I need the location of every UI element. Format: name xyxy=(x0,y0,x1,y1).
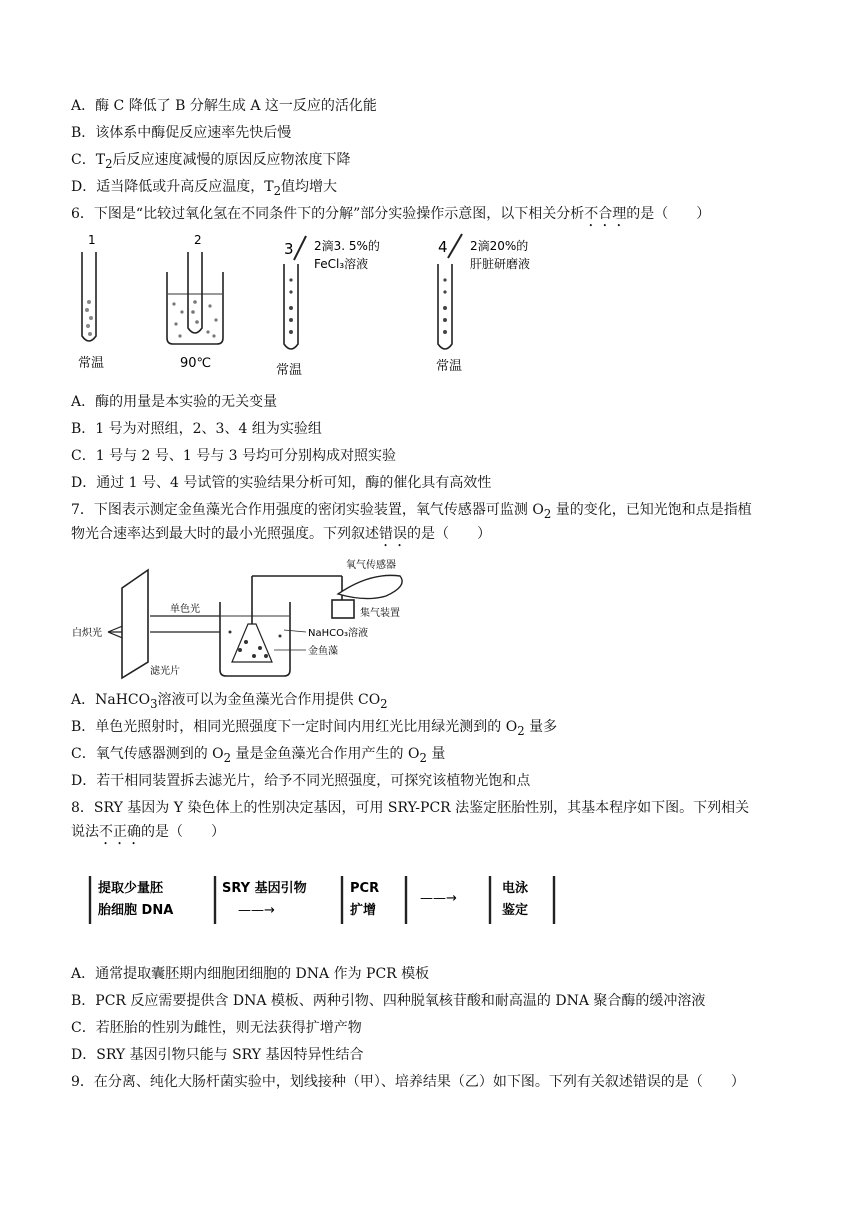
q7-option-c: C．氧气传感器测到的 $O_2$ 量是金鱼藻光合作用产生的 $O_2$ 量 xyxy=(71,746,446,765)
q8-option-d: D．SRY 基因引物只能与 SRY 基因特异性结合 xyxy=(71,1047,364,1063)
light-source-label: 白炽光 xyxy=(72,628,102,639)
tube3-number: 3 xyxy=(284,240,294,258)
mono-light-label: 单色光 xyxy=(170,604,200,615)
q6-stem: 6．下图是“比较过氧化氢在不同条件下的分解”部分实验操作示意图，以下相关分析不合理的是（ ） xyxy=(71,206,711,222)
q5-option-d: D．适当降低或升高反应温度，$T_2$值均增大 xyxy=(71,179,337,198)
tube4-note-line1: 2滴20%的 xyxy=(470,239,529,253)
tube4-note-line2: 肝脏研磨液 xyxy=(470,257,531,271)
filter-label: 滤光片 xyxy=(150,666,180,677)
q7-stem-line2: 物光合速率达到最大时的最小光照强度。下列叙述错误的是（ ） xyxy=(71,526,491,542)
q7-apparatus-figure xyxy=(70,552,430,682)
plant-label: 金鱼藻 xyxy=(308,646,338,657)
q8-procedure-flowchart xyxy=(80,868,570,930)
flow-step4-arrow: ——→ xyxy=(420,891,457,906)
q6-option-a: A．酶的用量是本实验的无关变量 xyxy=(71,394,278,410)
q6-option-c: C．1 号与 2 号、1 号与 3 号均可分别构成对照实验 xyxy=(71,448,397,464)
q6-option-d: D．通过 1 号、4 号试管的实验结果分析可知，酶的催化具有高效性 xyxy=(71,475,492,491)
tube3-note-line2: FeCl₃溶液 xyxy=(314,257,369,271)
flow-step1-line2: 胎细胞 DNA xyxy=(98,903,174,918)
q6-option-b: B．1 号为对照组，2、3、4 组为实验组 xyxy=(71,421,322,437)
q5-option-a: A．酶 C 降低了 B 分解生成 A 这一反应的活化能 xyxy=(71,98,377,114)
sensor-label: 氧气传感器 xyxy=(346,560,396,571)
q5-option-c: C．$T_2$后反应速度减慢的原因反应物浓度下降 xyxy=(71,152,351,171)
q8-stem-line2: 说法不正确的是（ ） xyxy=(71,824,225,840)
flow-step3-line1: PCR xyxy=(350,881,380,896)
q8-option-c: C．若胚胎的性别为雌性，则无法获得扩增产物 xyxy=(71,1020,362,1036)
tube1-label: 常温 xyxy=(78,356,105,371)
flow-step1-line1: 提取少量胚 xyxy=(98,881,164,896)
q7-option-a: A．NaHCO$_3$溶液可以为金鱼藻光合作用提供 $CO_2$ xyxy=(71,692,388,711)
collector-label: 集气装置 xyxy=(360,608,400,619)
q8-stem-line1: 8．SRY 基因为 Y 染色体上的性别决定基因，可用 SRY-PCR 法鉴定胚胎性别，其基本程序如下图。下列相关 xyxy=(71,800,750,816)
q8-option-b: B．PCR 反应需要提供含 DNA 模板、两种引物、四种脱氧核苷酸和耐高温的 DNA 聚合酶的缓冲溶液 xyxy=(71,993,706,1009)
flow-step2-arrow: ——→ xyxy=(238,903,275,918)
flow-step5-line2: 鉴定 xyxy=(502,903,529,918)
tube2-label: 90℃ xyxy=(180,356,212,371)
q6-test-tube-figure xyxy=(70,232,531,382)
tube3-note-line1: 2滴3. 5%的 xyxy=(314,239,380,253)
flow-step3-line2: 扩增 xyxy=(350,903,377,918)
flow-step2-primer: SRY 基因引物 xyxy=(222,881,307,896)
q7-stem-line1: 7．下图表示测定金鱼藻光合作用强度的密闭实验装置，氧气传感器可监测 $O_2$ 量的变化，已知光饱和点是指植 xyxy=(71,502,752,521)
solution-label: NaHCO₃溶液 xyxy=(308,628,368,639)
q7-option-b: B．单色光照射时，相同光照强度下一定时间内用红光比用绿光测到的 $O_2$ 量多 xyxy=(71,719,558,738)
q5-option-b: B．该体系中酶促反应速率先快后慢 xyxy=(71,125,292,141)
tube4-label: 常温 xyxy=(436,359,463,374)
q7-option-d: D．若干相同装置拆去滤光片，给予不同光照强度，可探究该植物光饱和点 xyxy=(71,773,531,789)
tube3-label: 常温 xyxy=(276,363,303,378)
q8-option-a: A．通常提取囊胚期内细胞团细胞的 DNA 作为 PCR 模板 xyxy=(71,966,430,982)
tube1-number: 1 xyxy=(88,233,96,247)
flow-step5-line1: 电泳 xyxy=(502,881,529,896)
tube4-number: 4 xyxy=(438,238,448,256)
tube2-number: 2 xyxy=(194,233,202,247)
q9-stem: 9．在分离、纯化大肠杆菌实验中，划线接种（甲）、培养结果（乙）如下图。下列有关叙述错误的是（ ） xyxy=(71,1074,745,1090)
